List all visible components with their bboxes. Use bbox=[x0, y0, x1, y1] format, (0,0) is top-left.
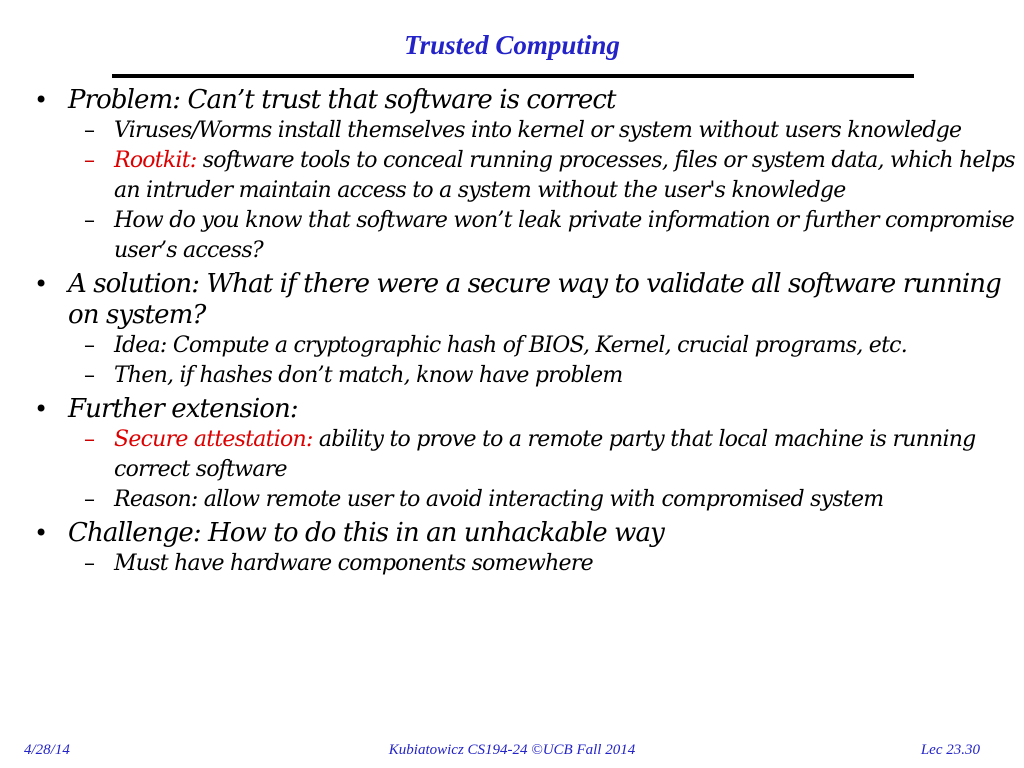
bullet-dot-icon: • bbox=[34, 395, 48, 423]
slide-title: Trusted Computing bbox=[404, 30, 620, 60]
bullet-problem bbox=[34, 85, 1018, 116]
sub-bullet bbox=[34, 331, 1018, 361]
sub-bullet-text: Idea: Compute a cryptographic hash of BIOS, Kernel, crucial programs, etc. bbox=[114, 333, 907, 358]
bullet-dot-icon: • bbox=[34, 270, 48, 298]
bullet-dot-icon: • bbox=[34, 519, 48, 547]
dash-icon: – bbox=[84, 333, 95, 358]
title-underline bbox=[112, 74, 914, 78]
sub-list bbox=[34, 549, 1018, 579]
bullet-text: Challenge: How to do this in an unhackable way bbox=[68, 518, 664, 548]
sub-bullet bbox=[34, 549, 1018, 579]
dash-icon: – bbox=[84, 148, 95, 173]
highlight-term: Secure attestation: bbox=[114, 427, 313, 452]
bullet-text: Problem: Can’t trust that software is correct bbox=[68, 85, 616, 115]
dash-icon: – bbox=[84, 487, 95, 512]
sub-bullet-text: How do you know that software won’t leak private information or further compromise user’s access? bbox=[114, 208, 1015, 263]
highlight-term: Rootkit: bbox=[114, 148, 197, 173]
sub-bullet-text: Then, if hashes don’t match, know have problem bbox=[114, 363, 623, 388]
dash-icon: – bbox=[84, 551, 95, 576]
bullet-solution bbox=[34, 269, 1018, 331]
sub-bullet bbox=[34, 361, 1018, 391]
bullet-dot-icon: • bbox=[34, 86, 48, 114]
sub-bullet-text: Reason: allow remote user to avoid interacting with compromised system bbox=[114, 487, 884, 512]
dash-icon: – bbox=[84, 363, 95, 388]
bullet-text: A solution: What if there were a secure way to validate all software running on system? bbox=[68, 269, 1001, 330]
sub-bullet-text: Viruses/Worms install themselves into kernel or system without users knowledge bbox=[114, 118, 962, 143]
bullet-extension bbox=[34, 394, 1018, 425]
bullet-challenge bbox=[34, 518, 1018, 549]
dash-icon: – bbox=[84, 118, 95, 143]
sub-bullet bbox=[34, 116, 1018, 146]
sub-list bbox=[34, 425, 1018, 515]
slide-content bbox=[34, 82, 1018, 579]
sub-bullet-attestation bbox=[34, 425, 1018, 485]
sub-bullet-rootkit bbox=[34, 146, 1018, 206]
dash-icon: – bbox=[84, 208, 95, 233]
footer-course: Kubiatowicz CS194-24 ©UCB Fall 2014 bbox=[388, 742, 636, 758]
sub-bullet-text: Must have hardware components somewhere bbox=[114, 551, 593, 576]
sub-list bbox=[34, 331, 1018, 391]
sub-list bbox=[34, 116, 1018, 266]
footer-date: 4/28/14 bbox=[24, 742, 70, 758]
sub-bullet bbox=[34, 206, 1018, 266]
sub-bullet-text: ability to prove to a remote party that local machine is running correct software bbox=[114, 427, 976, 482]
footer-page-number: Lec 23.30 bbox=[920, 742, 980, 758]
sub-bullet bbox=[34, 485, 1018, 515]
dash-icon: – bbox=[84, 427, 95, 452]
bullet-text: Further extension: bbox=[68, 394, 298, 424]
sub-bullet-text: software tools to conceal running processes, files or system data, which helps an intruder maintain access to a system without the user's knowledge bbox=[114, 148, 1015, 203]
